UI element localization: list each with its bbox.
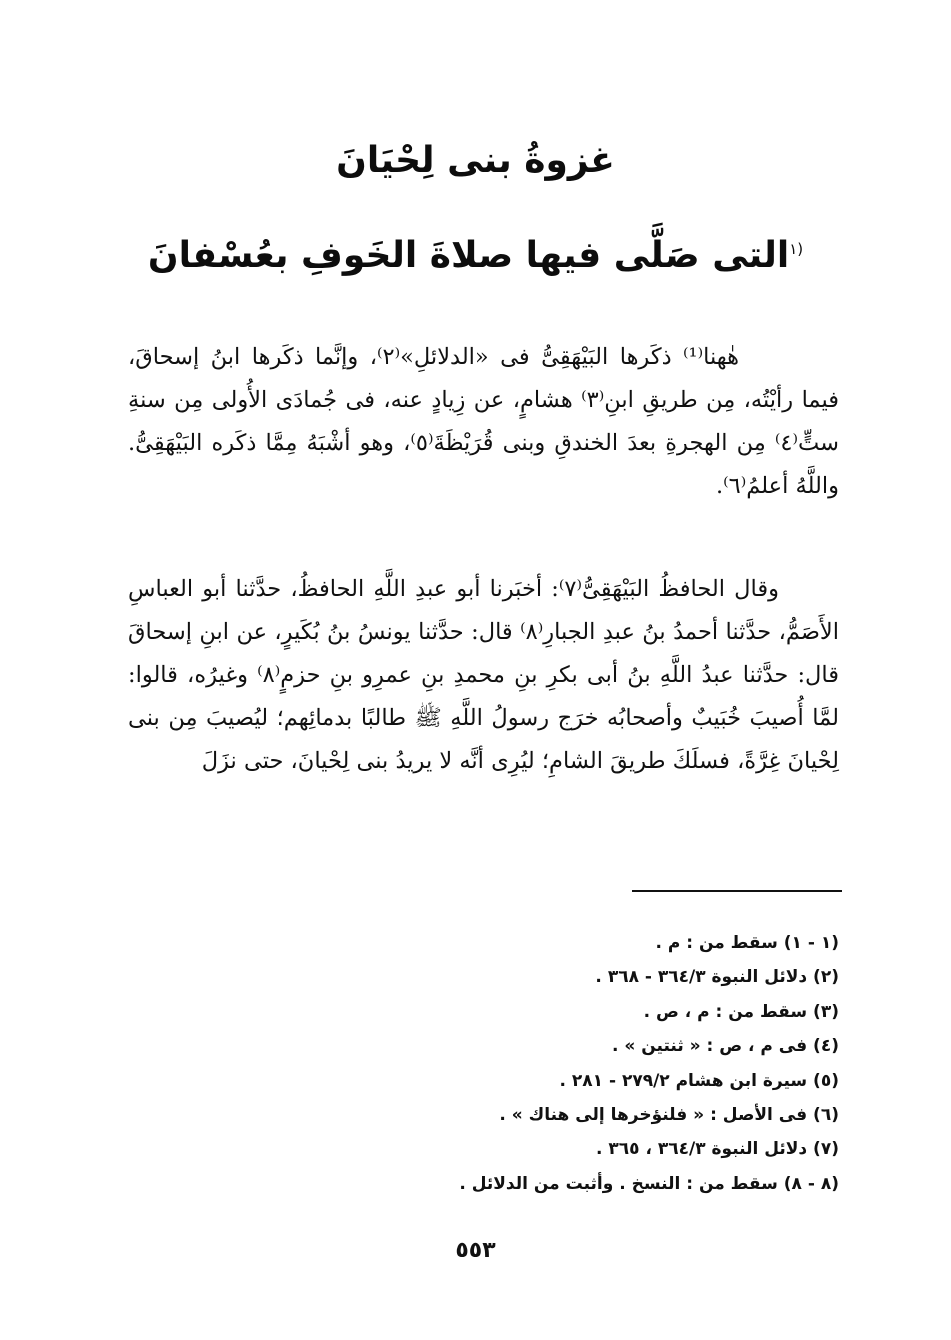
footnotes-list: [339, 926, 839, 1201]
footnote-item: (١ - ١) سقط من : م .: [655, 933, 839, 953]
subtitle-text: التى صَلَّى فيها صلاةَ الخَوفِ بعُسْفانَ: [147, 235, 790, 276]
chapter-title: غزوةُ بنى لِحْيَانَ: [336, 140, 615, 181]
footnote-item: (٨ - ٨) سقط من : النسخ . وأثبت من الدلائل .: [459, 1173, 839, 1194]
footnote-item: (٤) فى م ، ص : « ثنتين » .: [611, 1036, 839, 1057]
body-paragraph-2: وقال الحافظُ البَيْهَقِىُّ⁽٧⁾: أخبَرنا أبو عبدِ اللَّهِ الحافظُ، حدَّثنا أبو العباسِ الأَصَمُّ، حدَّثنا أحمدُ بنُ عبدِ الجبارِ⁽٨⁾ قال: حدَّثنا يونسُ بنُ بُكَيرٍ، عن ابنِ إسحاقَ قال: حدَّثنا عبدُ اللَّهِ بنُ أبى بكرِ بنِ محمدِ بنِ عمرِو بنِ حزمٍ⁽٨⁾ وغيرُه، قالوا: لمَّا أُصيبَ خُبَيبٌ وأصحابُه خرَج رسولُ اللَّهِ ﷺ طالبًا بدمائِهم؛ ليُصيبَ مِن بنى لِحْيانَ غِرَّةً، فسلَكَ طريقَ الشامِ؛ ليُرِى أنَّه لا يريدُ بنى لِحْيانَ، حتى نزَلَ: [128, 576, 840, 774]
footnote-item: (٥) سيرة ابن هشام ٢٧٩/٢ - ٢٨١ .: [559, 1070, 839, 1091]
footnote-separator: [632, 890, 842, 892]
footnote-item: (٣) سقط من : م ، ص .: [643, 1001, 839, 1022]
footnote-item: (٦) فى الأصل : « فلنؤخرها إلى هناك » .: [499, 1105, 839, 1126]
subtitle-footnote-mark: (١: [789, 240, 804, 258]
footnote-item: (٧) دلائل النبوة ٣٦٤/٣ ، ٣٦٥ .: [596, 1139, 839, 1160]
body-paragraph-1: هٰهنا⁽¹⁾ ذكَرها البَيْهَقِىُّ فى «الدلائلِ»⁽٢⁾، وإنَّما ذكَرها ابنُ إسحاقَ، فيما رأيْتُه، مِن طريقِ ابنِ⁽٣⁾ هشامٍ، عن زِيادٍ عنه، فى جُمادَى الأُولى مِن سنةِ ستٍّ⁽٤⁾ مِن الهجرةِ بعدَ الخندقِ وبنى قُرَيْظَةَ⁽٥⁾، وهو أشْبَهُ مِمَّا ذكَره البَيْهَقِىُّ. واللَّهُ أعلمُ⁽٦⁾.: [128, 344, 839, 499]
footnote-item: (٢) دلائل النبوة ٣٦٤/٣ - ٣٦٨ .: [595, 967, 839, 988]
chapter-subtitle: [0, 235, 951, 276]
page-number: ٥٥٣: [455, 1238, 496, 1263]
